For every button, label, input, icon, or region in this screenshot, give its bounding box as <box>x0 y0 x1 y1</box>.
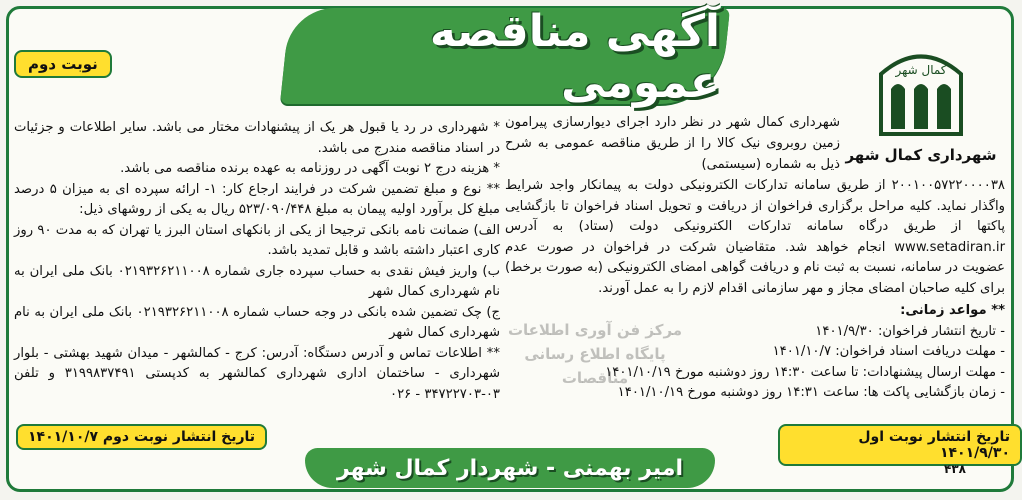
left-column <box>14 118 500 405</box>
date-item: - مهلت ارسال پیشنهادات: تا ساعت ۱۴:۳۰ روز دوشنبه مورخ ۱۴۰۱/۱۰/۱۹ <box>605 364 1005 380</box>
ad-title: آگهی مناقصه عمومی <box>429 6 720 108</box>
left-paragraph: ج) چک تضمین شده بانکی در وجه حساب شماره ۰۲۱۹۳۲۶۲۱۱۰۰۸ بانک ملی ایران به نام شهرداری کمال شهر <box>14 304 500 340</box>
left-paragraph: ب) واریز فیش نقدی به حساب سپرده جاری شماره ۰۲۱۹۳۲۶۲۱۱۰۰۸ بانک ملی ایران به نام شهرداری کمال شهر <box>14 263 500 299</box>
logo-script: کمال شهر <box>895 63 947 77</box>
municipality-logo <box>836 44 1006 174</box>
left-paragraph: * شهرداری در رد یا قبول هر یک از پیشنهادات مختار می باشد. سایر اطلاعات و جزئیات در اسناد مناقصه مندرج می باشد. <box>14 120 500 156</box>
date-item: - مهلت دریافت اسناد فراخوان: ۱۴۰۱/۱۰/۷ <box>772 344 1005 359</box>
round-badge: نوبت دوم <box>14 50 112 78</box>
second-publication-badge: تاریخ انتشار نوبت دوم ۱۴۰۱/۱۰/۷ <box>16 424 267 450</box>
body-paragraph: ۲۰۰۱۰۰۵۷۲۲۰۰۰۰۳۸ از طریق سامانه تدارکات الکترونیکی دولت به پیمانکار واجد شرایط واگذار نماید. کلیه مراحل برگزاری فراخوان از دریافت و تحویل اسناد فراخوان تا بازگشایی پاکتها از طریق درگاه سامانه تدارکات الکترونیکی دولت (ستاد) به آدرس www.setadiran.ir انجام خواهد شد. متقاضیان شرکت در فراخوان در صورت عدم عضویت در سامانه، نسبت به ثبت نام و دریافت گواهی امضای الکترونیکی (به صورت برخط) برای کلیه صاحبان امضای مجاز و مهر سازمانی اقدام لازم را به عمل آورند. <box>505 178 1005 296</box>
dates-heading: ** مواعد زمانی: <box>900 303 1005 318</box>
left-paragraph: ** نوع و مبلغ تضمین شرکت در فرایند ارجاع کار: ۱- ارائه سپرده ای به میزان ۵ درصد مبلغ کل برآورد اولیه پیمان به مبلغ ۵۲۳/۰۹۰/۴۴۸ ریال به یکی از روشهای ذیل: <box>14 181 500 217</box>
ad-code: ۴۳۸ <box>944 462 966 476</box>
watermark-line: مرکز فن آوری اطلاعات <box>507 321 683 339</box>
left-paragraph: * هزینه درج ۲ نوبت آگهی در روزنامه به عهده برنده مناقصه می باشد. <box>120 161 500 176</box>
organization-name: شهرداری کمال شهر <box>845 146 997 164</box>
watermark-line: پایگاه اطلاع رسانی مناقصات <box>524 345 666 387</box>
date-item: - زمان بازگشایی پاکت ها: ساعت ۱۴:۳۱ روز دوشنبه مورخ ۱۴۰۱/۱۰/۱۹ <box>617 385 1005 400</box>
date-item: - تاریخ انتشار فراخوان: ۱۴۰۱/۹/۳۰ <box>815 323 1005 339</box>
first-publication-badge: تاریخ انتشار نوبت اول ۱۴۰۱/۹/۳۰ <box>778 424 1022 466</box>
intro-paragraph: شهرداری کمال شهر در نظر دارد اجرای دیوارسازی پیرامون زمین روبروی نیک کالا را از طریق مناقصه عمومی به شرح ذیل به شماره (سیستمی) <box>505 115 840 172</box>
watermark <box>495 318 695 390</box>
logo-emblem-icon <box>861 44 981 144</box>
intro-text <box>505 112 840 175</box>
signatory-banner: امیر بهمنی - شهردار کمال شهر <box>305 448 715 488</box>
left-paragraph: ** اطلاعات تماس و آدرس دستگاه: آدرس: کرج - کمالشهر - میدان شهید بهشتی - بلوار شهرداری - ساختمان اداری شهرداری کمالشهر به کدپستی ۳۱۹۹۸۳۷۴۹۱ و تلفن ۰۳-۳۴۷۲۲۷۰۳ - ۰۲۶ <box>14 345 501 402</box>
left-paragraph: الف) ضمانت نامه بانکی ترجیحا از یکی از بانکهای استان البرز یا تهران که به مدت ۹۰ روز کاری اعتبار داشته باشد و قابل تمدید باشد. <box>14 222 500 258</box>
